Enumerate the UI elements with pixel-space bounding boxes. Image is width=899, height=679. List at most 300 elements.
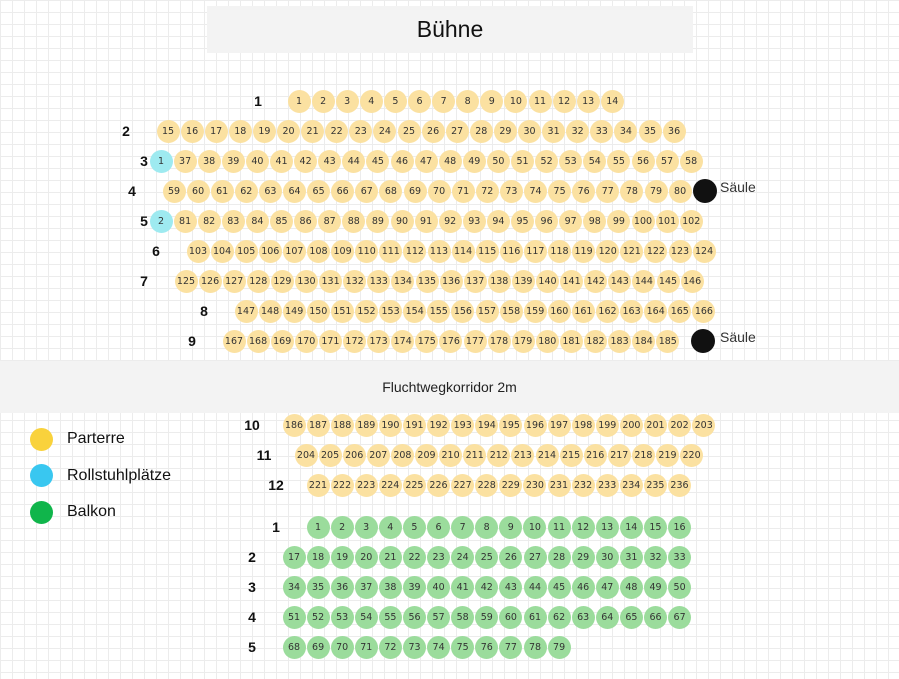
parterre-seat[interactable]: 102 bbox=[680, 210, 703, 233]
parterre-seat[interactable]: 193 bbox=[451, 414, 474, 437]
parterre-seat[interactable]: 93 bbox=[463, 210, 486, 233]
parterre-seat[interactable]: 189 bbox=[355, 414, 378, 437]
parterre-seat[interactable]: 177 bbox=[464, 330, 487, 353]
balcony-seat[interactable]: 61 bbox=[524, 606, 547, 629]
parterre-seat[interactable]: 199 bbox=[596, 414, 619, 437]
parterre-seat[interactable]: 151 bbox=[331, 300, 354, 323]
parterre-seat[interactable]: 106 bbox=[259, 240, 282, 263]
parterre-seat[interactable]: 160 bbox=[548, 300, 571, 323]
parterre-seat[interactable]: 48 bbox=[439, 150, 462, 173]
balcony-seat[interactable]: 15 bbox=[644, 516, 667, 539]
balcony-seat[interactable]: 25 bbox=[475, 546, 498, 569]
balcony-seat[interactable]: 31 bbox=[620, 546, 643, 569]
parterre-seat[interactable]: 35 bbox=[639, 120, 662, 143]
parterre-seat[interactable]: 129 bbox=[271, 270, 294, 293]
parterre-seat[interactable]: 159 bbox=[524, 300, 547, 323]
parterre-seat[interactable]: 157 bbox=[476, 300, 499, 323]
parterre-seat[interactable]: 122 bbox=[644, 240, 667, 263]
parterre-seat[interactable]: 153 bbox=[379, 300, 402, 323]
parterre-seat[interactable]: 115 bbox=[476, 240, 499, 263]
balcony-seat[interactable]: 22 bbox=[403, 546, 426, 569]
parterre-seat[interactable]: 19 bbox=[253, 120, 276, 143]
parterre-seat[interactable]: 76 bbox=[572, 180, 595, 203]
parterre-seat[interactable]: 91 bbox=[415, 210, 438, 233]
parterre-seat[interactable]: 209 bbox=[415, 444, 438, 467]
parterre-seat[interactable]: 42 bbox=[294, 150, 317, 173]
balcony-seat[interactable]: 70 bbox=[331, 636, 354, 659]
parterre-seat[interactable]: 27 bbox=[446, 120, 469, 143]
parterre-seat[interactable]: 114 bbox=[452, 240, 475, 263]
parterre-seat[interactable]: 7 bbox=[432, 90, 455, 113]
parterre-seat[interactable]: 118 bbox=[548, 240, 571, 263]
balcony-seat[interactable]: 17 bbox=[283, 546, 306, 569]
balcony-seat[interactable]: 51 bbox=[283, 606, 306, 629]
parterre-seat[interactable]: 196 bbox=[524, 414, 547, 437]
parterre-seat[interactable]: 205 bbox=[319, 444, 342, 467]
parterre-seat[interactable]: 185 bbox=[656, 330, 679, 353]
parterre-seat[interactable]: 75 bbox=[548, 180, 571, 203]
balcony-seat[interactable]: 64 bbox=[596, 606, 619, 629]
parterre-seat[interactable]: 78 bbox=[620, 180, 643, 203]
parterre-seat[interactable]: 24 bbox=[373, 120, 396, 143]
balcony-seat[interactable]: 13 bbox=[596, 516, 619, 539]
parterre-seat[interactable]: 80 bbox=[669, 180, 692, 203]
parterre-seat[interactable]: 176 bbox=[439, 330, 462, 353]
parterre-seat[interactable]: 32 bbox=[566, 120, 589, 143]
balcony-seat[interactable]: 68 bbox=[283, 636, 306, 659]
parterre-seat[interactable]: 145 bbox=[657, 270, 680, 293]
parterre-seat[interactable]: 60 bbox=[187, 180, 210, 203]
parterre-seat[interactable]: 56 bbox=[632, 150, 655, 173]
parterre-seat[interactable]: 218 bbox=[632, 444, 655, 467]
parterre-seat[interactable]: 39 bbox=[222, 150, 245, 173]
parterre-seat[interactable]: 130 bbox=[295, 270, 318, 293]
balcony-seat[interactable]: 8 bbox=[475, 516, 498, 539]
parterre-seat[interactable]: 186 bbox=[283, 414, 306, 437]
parterre-seat[interactable]: 198 bbox=[572, 414, 595, 437]
balcony-seat[interactable]: 74 bbox=[427, 636, 450, 659]
parterre-seat[interactable]: 200 bbox=[620, 414, 643, 437]
parterre-seat[interactable]: 3 bbox=[336, 90, 359, 113]
parterre-seat[interactable]: 235 bbox=[644, 474, 667, 497]
balcony-seat[interactable]: 50 bbox=[668, 576, 691, 599]
parterre-seat[interactable]: 133 bbox=[367, 270, 390, 293]
parterre-seat[interactable]: 204 bbox=[295, 444, 318, 467]
parterre-seat[interactable]: 15 bbox=[157, 120, 180, 143]
parterre-seat[interactable]: 149 bbox=[283, 300, 306, 323]
parterre-seat[interactable]: 136 bbox=[440, 270, 463, 293]
parterre-seat[interactable]: 33 bbox=[590, 120, 613, 143]
balcony-seat[interactable]: 56 bbox=[403, 606, 426, 629]
parterre-seat[interactable]: 123 bbox=[669, 240, 692, 263]
parterre-seat[interactable]: 49 bbox=[463, 150, 486, 173]
balcony-seat[interactable]: 23 bbox=[427, 546, 450, 569]
parterre-seat[interactable]: 174 bbox=[391, 330, 414, 353]
parterre-seat[interactable]: 148 bbox=[259, 300, 282, 323]
parterre-seat[interactable]: 194 bbox=[475, 414, 498, 437]
parterre-seat[interactable]: 58 bbox=[680, 150, 703, 173]
balcony-seat[interactable]: 36 bbox=[331, 576, 354, 599]
parterre-seat[interactable]: 47 bbox=[415, 150, 438, 173]
parterre-seat[interactable]: 112 bbox=[403, 240, 426, 263]
parterre-seat[interactable]: 94 bbox=[487, 210, 510, 233]
parterre-seat[interactable]: 212 bbox=[487, 444, 510, 467]
balcony-seat[interactable]: 5 bbox=[403, 516, 426, 539]
parterre-seat[interactable]: 104 bbox=[211, 240, 234, 263]
parterre-seat[interactable]: 40 bbox=[246, 150, 269, 173]
balcony-seat[interactable]: 27 bbox=[524, 546, 547, 569]
parterre-seat[interactable]: 52 bbox=[535, 150, 558, 173]
parterre-seat[interactable]: 126 bbox=[199, 270, 222, 293]
balcony-seat[interactable]: 14 bbox=[620, 516, 643, 539]
parterre-seat[interactable]: 138 bbox=[488, 270, 511, 293]
parterre-seat[interactable]: 53 bbox=[559, 150, 582, 173]
parterre-seat[interactable]: 163 bbox=[620, 300, 643, 323]
parterre-seat[interactable]: 46 bbox=[391, 150, 414, 173]
balcony-seat[interactable]: 39 bbox=[403, 576, 426, 599]
balcony-seat[interactable]: 58 bbox=[451, 606, 474, 629]
balcony-seat[interactable]: 43 bbox=[499, 576, 522, 599]
parterre-seat[interactable]: 141 bbox=[560, 270, 583, 293]
parterre-seat[interactable]: 21 bbox=[301, 120, 324, 143]
parterre-seat[interactable]: 166 bbox=[692, 300, 715, 323]
parterre-seat[interactable]: 213 bbox=[511, 444, 534, 467]
parterre-seat[interactable]: 88 bbox=[342, 210, 365, 233]
parterre-seat[interactable]: 51 bbox=[511, 150, 534, 173]
balcony-seat[interactable]: 29 bbox=[572, 546, 595, 569]
balcony-seat[interactable]: 62 bbox=[548, 606, 571, 629]
balcony-seat[interactable]: 33 bbox=[668, 546, 691, 569]
parterre-seat[interactable]: 135 bbox=[416, 270, 439, 293]
parterre-seat[interactable]: 127 bbox=[223, 270, 246, 293]
balcony-seat[interactable]: 72 bbox=[379, 636, 402, 659]
parterre-seat[interactable]: 150 bbox=[307, 300, 330, 323]
balcony-seat[interactable]: 16 bbox=[668, 516, 691, 539]
parterre-seat[interactable]: 164 bbox=[644, 300, 667, 323]
parterre-seat[interactable]: 152 bbox=[355, 300, 378, 323]
parterre-seat[interactable]: 208 bbox=[391, 444, 414, 467]
balcony-seat[interactable]: 10 bbox=[523, 516, 546, 539]
parterre-seat[interactable]: 119 bbox=[572, 240, 595, 263]
parterre-seat[interactable]: 120 bbox=[596, 240, 619, 263]
parterre-seat[interactable]: 90 bbox=[391, 210, 414, 233]
parterre-seat[interactable]: 59 bbox=[163, 180, 186, 203]
balcony-seat[interactable]: 52 bbox=[307, 606, 330, 629]
parterre-seat[interactable]: 103 bbox=[187, 240, 210, 263]
balcony-seat[interactable]: 48 bbox=[620, 576, 643, 599]
balcony-seat[interactable]: 3 bbox=[355, 516, 378, 539]
parterre-seat[interactable]: 70 bbox=[428, 180, 451, 203]
parterre-seat[interactable]: 179 bbox=[512, 330, 535, 353]
parterre-seat[interactable]: 191 bbox=[403, 414, 426, 437]
parterre-seat[interactable]: 108 bbox=[307, 240, 330, 263]
parterre-seat[interactable]: 79 bbox=[645, 180, 668, 203]
balcony-seat[interactable]: 34 bbox=[283, 576, 306, 599]
balcony-seat[interactable]: 28 bbox=[548, 546, 571, 569]
balcony-seat[interactable]: 45 bbox=[548, 576, 571, 599]
parterre-seat[interactable]: 31 bbox=[542, 120, 565, 143]
parterre-seat[interactable]: 41 bbox=[270, 150, 293, 173]
parterre-seat[interactable]: 16 bbox=[181, 120, 204, 143]
parterre-seat[interactable]: 161 bbox=[572, 300, 595, 323]
parterre-seat[interactable]: 146 bbox=[681, 270, 704, 293]
parterre-seat[interactable]: 232 bbox=[572, 474, 595, 497]
parterre-seat[interactable]: 92 bbox=[439, 210, 462, 233]
balcony-seat[interactable]: 63 bbox=[572, 606, 595, 629]
parterre-seat[interactable]: 140 bbox=[536, 270, 559, 293]
parterre-seat[interactable]: 66 bbox=[331, 180, 354, 203]
balcony-seat[interactable]: 77 bbox=[499, 636, 522, 659]
balcony-seat[interactable]: 7 bbox=[451, 516, 474, 539]
parterre-seat[interactable]: 214 bbox=[536, 444, 559, 467]
parterre-seat[interactable]: 210 bbox=[439, 444, 462, 467]
parterre-seat[interactable]: 201 bbox=[644, 414, 667, 437]
parterre-seat[interactable]: 167 bbox=[223, 330, 246, 353]
parterre-seat[interactable]: 156 bbox=[451, 300, 474, 323]
parterre-seat[interactable]: 99 bbox=[607, 210, 630, 233]
parterre-seat[interactable]: 113 bbox=[428, 240, 451, 263]
balcony-seat[interactable]: 37 bbox=[355, 576, 378, 599]
parterre-seat[interactable]: 121 bbox=[620, 240, 643, 263]
balcony-seat[interactable]: 55 bbox=[379, 606, 402, 629]
balcony-seat[interactable]: 6 bbox=[427, 516, 450, 539]
parterre-seat[interactable]: 2 bbox=[312, 90, 335, 113]
parterre-seat[interactable]: 165 bbox=[668, 300, 691, 323]
parterre-seat[interactable]: 17 bbox=[205, 120, 228, 143]
balcony-seat[interactable]: 47 bbox=[596, 576, 619, 599]
parterre-seat[interactable]: 183 bbox=[608, 330, 631, 353]
parterre-seat[interactable]: 50 bbox=[487, 150, 510, 173]
parterre-seat[interactable]: 203 bbox=[692, 414, 715, 437]
parterre-seat[interactable]: 38 bbox=[198, 150, 221, 173]
parterre-seat[interactable]: 85 bbox=[270, 210, 293, 233]
parterre-seat[interactable]: 20 bbox=[277, 120, 300, 143]
parterre-seat[interactable]: 68 bbox=[379, 180, 402, 203]
parterre-seat[interactable]: 64 bbox=[283, 180, 306, 203]
parterre-seat[interactable]: 139 bbox=[512, 270, 535, 293]
parterre-seat[interactable]: 82 bbox=[198, 210, 221, 233]
parterre-seat[interactable]: 168 bbox=[247, 330, 270, 353]
wheelchair-seat[interactable]: 1 bbox=[150, 150, 173, 173]
parterre-seat[interactable]: 132 bbox=[343, 270, 366, 293]
parterre-seat[interactable]: 63 bbox=[259, 180, 282, 203]
parterre-seat[interactable]: 54 bbox=[583, 150, 606, 173]
parterre-seat[interactable]: 231 bbox=[548, 474, 571, 497]
balcony-seat[interactable]: 1 bbox=[307, 516, 330, 539]
parterre-seat[interactable]: 86 bbox=[294, 210, 317, 233]
balcony-seat[interactable]: 79 bbox=[548, 636, 571, 659]
parterre-seat[interactable]: 34 bbox=[614, 120, 637, 143]
balcony-seat[interactable]: 19 bbox=[331, 546, 354, 569]
parterre-seat[interactable]: 69 bbox=[404, 180, 427, 203]
parterre-seat[interactable]: 207 bbox=[367, 444, 390, 467]
parterre-seat[interactable]: 95 bbox=[511, 210, 534, 233]
parterre-seat[interactable]: 221 bbox=[307, 474, 330, 497]
parterre-seat[interactable]: 111 bbox=[379, 240, 402, 263]
balcony-seat[interactable]: 20 bbox=[355, 546, 378, 569]
parterre-seat[interactable]: 73 bbox=[500, 180, 523, 203]
parterre-seat[interactable]: 154 bbox=[403, 300, 426, 323]
parterre-seat[interactable]: 192 bbox=[427, 414, 450, 437]
balcony-seat[interactable]: 41 bbox=[451, 576, 474, 599]
parterre-seat[interactable]: 55 bbox=[607, 150, 630, 173]
parterre-seat[interactable]: 172 bbox=[343, 330, 366, 353]
parterre-seat[interactable]: 97 bbox=[559, 210, 582, 233]
balcony-seat[interactable]: 32 bbox=[644, 546, 667, 569]
parterre-seat[interactable]: 226 bbox=[427, 474, 450, 497]
balcony-seat[interactable]: 49 bbox=[644, 576, 667, 599]
parterre-seat[interactable]: 137 bbox=[464, 270, 487, 293]
parterre-seat[interactable]: 18 bbox=[229, 120, 252, 143]
parterre-seat[interactable]: 188 bbox=[331, 414, 354, 437]
parterre-seat[interactable]: 124 bbox=[693, 240, 716, 263]
balcony-seat[interactable]: 42 bbox=[475, 576, 498, 599]
balcony-seat[interactable]: 53 bbox=[331, 606, 354, 629]
parterre-seat[interactable]: 71 bbox=[452, 180, 475, 203]
parterre-seat[interactable]: 215 bbox=[560, 444, 583, 467]
parterre-seat[interactable]: 158 bbox=[500, 300, 523, 323]
parterre-seat[interactable]: 67 bbox=[355, 180, 378, 203]
balcony-seat[interactable]: 66 bbox=[644, 606, 667, 629]
balcony-seat[interactable]: 11 bbox=[548, 516, 571, 539]
parterre-seat[interactable]: 173 bbox=[367, 330, 390, 353]
parterre-seat[interactable]: 217 bbox=[608, 444, 631, 467]
parterre-seat[interactable]: 4 bbox=[360, 90, 383, 113]
parterre-seat[interactable]: 45 bbox=[366, 150, 389, 173]
balcony-seat[interactable]: 44 bbox=[524, 576, 547, 599]
parterre-seat[interactable]: 72 bbox=[476, 180, 499, 203]
parterre-seat[interactable]: 23 bbox=[349, 120, 372, 143]
balcony-seat[interactable]: 2 bbox=[331, 516, 354, 539]
balcony-seat[interactable]: 9 bbox=[499, 516, 522, 539]
parterre-seat[interactable]: 109 bbox=[331, 240, 354, 263]
parterre-seat[interactable]: 107 bbox=[283, 240, 306, 263]
balcony-seat[interactable]: 18 bbox=[307, 546, 330, 569]
parterre-seat[interactable]: 8 bbox=[456, 90, 479, 113]
balcony-seat[interactable]: 30 bbox=[596, 546, 619, 569]
parterre-seat[interactable]: 190 bbox=[379, 414, 402, 437]
balcony-seat[interactable]: 67 bbox=[668, 606, 691, 629]
parterre-seat[interactable]: 87 bbox=[318, 210, 341, 233]
balcony-seat[interactable]: 71 bbox=[355, 636, 378, 659]
parterre-seat[interactable]: 89 bbox=[366, 210, 389, 233]
parterre-seat[interactable]: 29 bbox=[494, 120, 517, 143]
parterre-seat[interactable]: 162 bbox=[596, 300, 619, 323]
balcony-seat[interactable]: 57 bbox=[427, 606, 450, 629]
parterre-seat[interactable]: 6 bbox=[408, 90, 431, 113]
parterre-seat[interactable]: 211 bbox=[463, 444, 486, 467]
parterre-seat[interactable]: 169 bbox=[271, 330, 294, 353]
parterre-seat[interactable]: 5 bbox=[384, 90, 407, 113]
parterre-seat[interactable]: 170 bbox=[295, 330, 318, 353]
balcony-seat[interactable]: 12 bbox=[572, 516, 595, 539]
parterre-seat[interactable]: 233 bbox=[596, 474, 619, 497]
parterre-seat[interactable]: 225 bbox=[403, 474, 426, 497]
balcony-seat[interactable]: 65 bbox=[620, 606, 643, 629]
parterre-seat[interactable]: 9 bbox=[480, 90, 503, 113]
parterre-seat[interactable]: 184 bbox=[632, 330, 655, 353]
parterre-seat[interactable]: 222 bbox=[331, 474, 354, 497]
balcony-seat[interactable]: 26 bbox=[499, 546, 522, 569]
balcony-seat[interactable]: 40 bbox=[427, 576, 450, 599]
parterre-seat[interactable]: 171 bbox=[319, 330, 342, 353]
parterre-seat[interactable]: 44 bbox=[342, 150, 365, 173]
parterre-seat[interactable]: 1 bbox=[288, 90, 311, 113]
parterre-seat[interactable]: 131 bbox=[319, 270, 342, 293]
wheelchair-seat[interactable]: 2 bbox=[150, 210, 173, 233]
balcony-seat[interactable]: 75 bbox=[451, 636, 474, 659]
parterre-seat[interactable]: 74 bbox=[524, 180, 547, 203]
balcony-seat[interactable]: 24 bbox=[451, 546, 474, 569]
parterre-seat[interactable]: 216 bbox=[584, 444, 607, 467]
parterre-seat[interactable]: 228 bbox=[475, 474, 498, 497]
parterre-seat[interactable]: 144 bbox=[632, 270, 655, 293]
parterre-seat[interactable]: 105 bbox=[235, 240, 258, 263]
parterre-seat[interactable]: 125 bbox=[175, 270, 198, 293]
parterre-seat[interactable]: 77 bbox=[596, 180, 619, 203]
parterre-seat[interactable]: 202 bbox=[668, 414, 691, 437]
parterre-seat[interactable]: 223 bbox=[355, 474, 378, 497]
parterre-seat[interactable]: 96 bbox=[535, 210, 558, 233]
parterre-seat[interactable]: 142 bbox=[584, 270, 607, 293]
parterre-seat[interactable]: 195 bbox=[499, 414, 522, 437]
parterre-seat[interactable]: 84 bbox=[246, 210, 269, 233]
parterre-seat[interactable]: 62 bbox=[235, 180, 258, 203]
parterre-seat[interactable]: 81 bbox=[174, 210, 197, 233]
parterre-seat[interactable]: 219 bbox=[656, 444, 679, 467]
parterre-seat[interactable]: 98 bbox=[583, 210, 606, 233]
parterre-seat[interactable]: 134 bbox=[391, 270, 414, 293]
parterre-seat[interactable]: 28 bbox=[470, 120, 493, 143]
balcony-seat[interactable]: 76 bbox=[475, 636, 498, 659]
parterre-seat[interactable]: 155 bbox=[427, 300, 450, 323]
balcony-seat[interactable]: 4 bbox=[379, 516, 402, 539]
parterre-seat[interactable]: 181 bbox=[560, 330, 583, 353]
parterre-seat[interactable]: 175 bbox=[415, 330, 438, 353]
balcony-seat[interactable]: 60 bbox=[499, 606, 522, 629]
parterre-seat[interactable]: 26 bbox=[422, 120, 445, 143]
balcony-seat[interactable]: 38 bbox=[379, 576, 402, 599]
parterre-seat[interactable]: 227 bbox=[451, 474, 474, 497]
parterre-seat[interactable]: 234 bbox=[620, 474, 643, 497]
parterre-seat[interactable]: 178 bbox=[488, 330, 511, 353]
balcony-seat[interactable]: 21 bbox=[379, 546, 402, 569]
parterre-seat[interactable]: 61 bbox=[211, 180, 234, 203]
parterre-seat[interactable]: 13 bbox=[577, 90, 600, 113]
parterre-seat[interactable]: 10 bbox=[504, 90, 527, 113]
parterre-seat[interactable]: 83 bbox=[222, 210, 245, 233]
parterre-seat[interactable]: 22 bbox=[325, 120, 348, 143]
parterre-seat[interactable]: 65 bbox=[307, 180, 330, 203]
parterre-seat[interactable]: 110 bbox=[355, 240, 378, 263]
balcony-seat[interactable]: 73 bbox=[403, 636, 426, 659]
parterre-seat[interactable]: 12 bbox=[553, 90, 576, 113]
balcony-seat[interactable]: 54 bbox=[355, 606, 378, 629]
parterre-seat[interactable]: 180 bbox=[536, 330, 559, 353]
balcony-seat[interactable]: 69 bbox=[307, 636, 330, 659]
parterre-seat[interactable]: 14 bbox=[601, 90, 624, 113]
balcony-seat[interactable]: 59 bbox=[475, 606, 498, 629]
parterre-seat[interactable]: 25 bbox=[398, 120, 421, 143]
parterre-seat[interactable]: 101 bbox=[656, 210, 679, 233]
parterre-seat[interactable]: 230 bbox=[523, 474, 546, 497]
parterre-seat[interactable]: 37 bbox=[174, 150, 197, 173]
balcony-seat[interactable]: 78 bbox=[524, 636, 547, 659]
parterre-seat[interactable]: 236 bbox=[668, 474, 691, 497]
parterre-seat[interactable]: 229 bbox=[499, 474, 522, 497]
parterre-seat[interactable]: 128 bbox=[247, 270, 270, 293]
parterre-seat[interactable]: 182 bbox=[584, 330, 607, 353]
